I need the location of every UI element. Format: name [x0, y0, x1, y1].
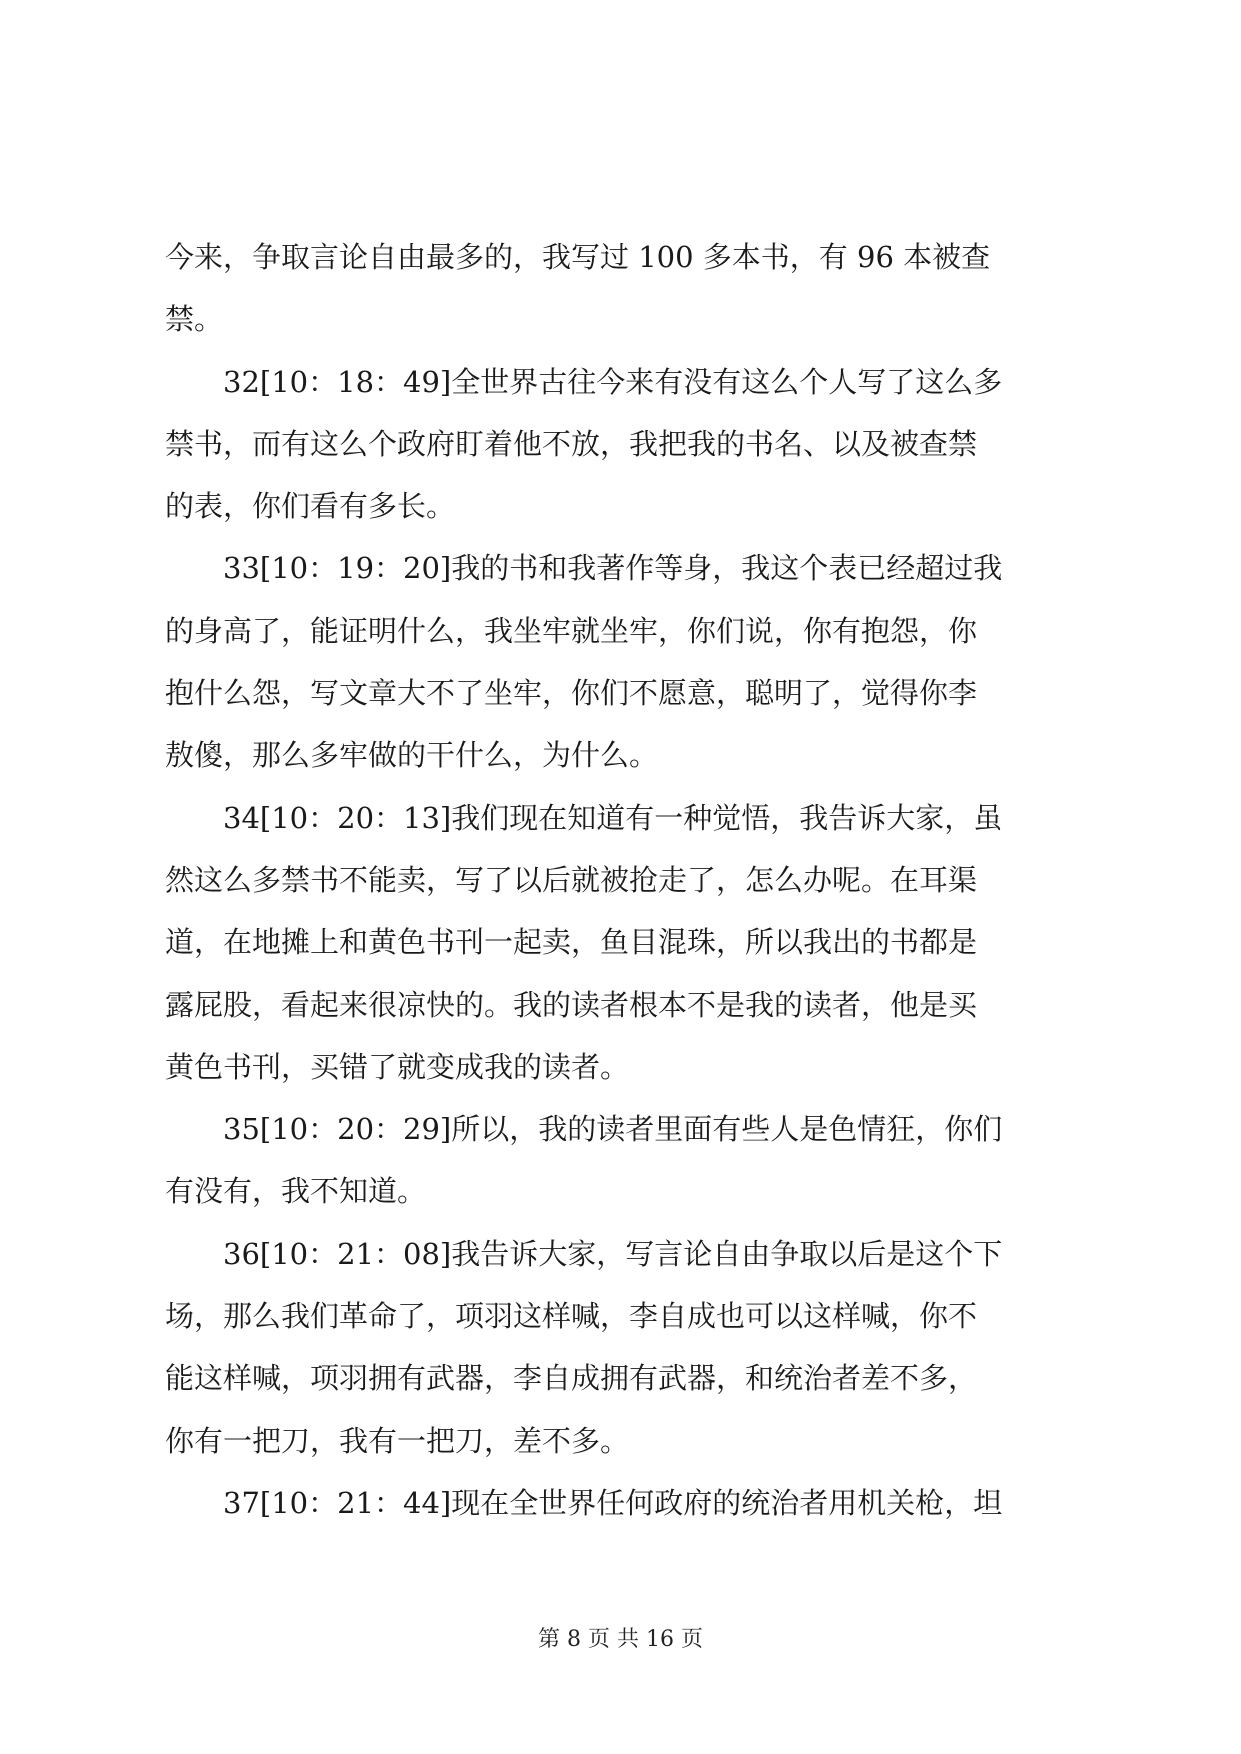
text-line: 有没有，我不知道。 [165, 1174, 427, 1209]
text-line: 禁书，而有这么个政府盯着他不放，我把我的书名、以及被查禁 [165, 426, 978, 461]
text-line: 禁。 [165, 302, 224, 337]
text-line: 今来，争取言论自由最多的，我写过 100 多本书，有 96 本被查 [165, 240, 991, 274]
text-line: 37[10：21：44]现在全世界任何政府的统治者用机关枪，坦 [165, 1485, 1003, 1520]
page-number-footer: 第 8 页 共 16 页 [538, 1627, 703, 1652]
text-line: 的表，你们看有多长。 [165, 489, 456, 524]
text-line: 36[10：21：08]我告诉大家，写言论自由争取以后是这个下 [165, 1236, 1003, 1271]
text-line: 然这么多禁书不能卖，写了以后就被抢走了，怎么办呢。在耳渠 [165, 862, 978, 897]
text-line: 抱什么怨，写文章大不了坐牢，你们不愿意，聪明了，觉得你李 [165, 676, 978, 711]
text-line: 道，在地摊上和黄色书刊一起卖，鱼目混珠，所以我出的书都是 [165, 925, 978, 960]
text-line: 露屁股，看起来很凉快的。我的读者根本不是我的读者，他是买 [165, 987, 978, 1022]
text-line: 的身高了，能证明什么，我坐牢就坐牢，你们说，你有抱怨，你 [165, 613, 978, 648]
text-line: 能这样喊，项羽拥有武器，李自成拥有武器，和统治者差不多， [165, 1361, 978, 1396]
text-line: 32[10：18：49]全世界古往今来有没有这么个人写了这么多 [165, 364, 1003, 399]
text-line: 黄色书刊，买错了就变成我的读者。 [165, 1049, 630, 1084]
text-line: 35[10：20：29]所以，我的读者里面有些人是色情狂，你们 [165, 1112, 1003, 1147]
text-line: 34[10：20：13]我们现在知道有一种觉悟，我告诉大家，虽 [165, 800, 1003, 835]
text-line: 你有一把刀，我有一把刀，差不多。 [165, 1423, 630, 1458]
text-line: 敖傻，那么多牢做的干什么，为什么。 [165, 738, 659, 773]
body-text [165, 226, 1080, 1534]
text-line: 33[10：19：20]我的书和我著作等身，我这个表已经超过我 [165, 551, 1003, 586]
text-line: 场，那么我们革命了，项羽这样喊，李自成也可以这样喊，你不 [165, 1299, 978, 1334]
